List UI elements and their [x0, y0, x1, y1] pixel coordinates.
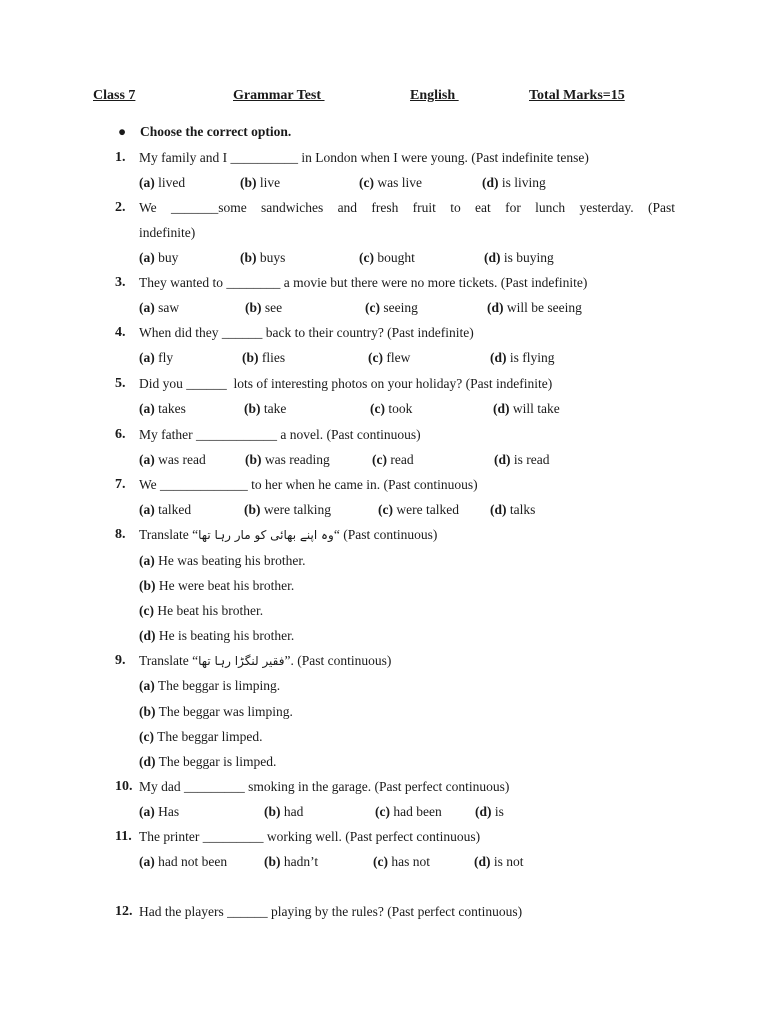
- option-text: has not: [387, 854, 430, 869]
- option-label: (a): [139, 300, 155, 315]
- option-text: saw: [154, 300, 180, 315]
- option: [482, 175, 546, 191]
- option-text: He is beating his brother.: [155, 628, 295, 643]
- option: [373, 854, 430, 870]
- option: [372, 452, 414, 468]
- option: [490, 502, 535, 518]
- option-text: flies: [258, 350, 286, 365]
- option-label: (c): [359, 175, 374, 190]
- question-text: My father ____________ a novel. (Past continuous): [139, 427, 421, 442]
- urdu-phrase: وہ اپنے بھائی کو مار رہا تھا: [198, 528, 334, 542]
- option-text: is buying: [500, 250, 554, 265]
- option-text: buy: [154, 250, 179, 265]
- question-text: They wanted to ________ a movie but there were no more tickets. (Past indefinite): [139, 275, 588, 290]
- test-title: Grammar Test: [233, 88, 325, 103]
- question-text: My family and I __________ in London when I were young. (Past indefinite tense): [139, 150, 589, 165]
- option-label: (c): [368, 350, 383, 365]
- option-label: (d): [490, 502, 507, 517]
- option-label: (b): [240, 250, 257, 265]
- option-label: (c): [365, 300, 380, 315]
- option-text: is read: [510, 452, 550, 467]
- option-label: (a): [139, 804, 155, 819]
- question-number: 3.: [115, 275, 126, 290]
- question-text: Had the players ______ playing by the rules? (Past perfect continuous): [139, 904, 523, 919]
- option-label: (a): [139, 553, 155, 568]
- option-text: was live: [373, 175, 422, 190]
- option-label: (b): [245, 452, 262, 467]
- option-label: (c): [373, 854, 388, 869]
- option-label: (d): [487, 300, 504, 315]
- option-text: flew: [382, 350, 411, 365]
- option-text: He beat his brother.: [153, 603, 264, 618]
- option-label: (b): [244, 401, 261, 416]
- total-marks: Total Marks=15: [529, 88, 625, 103]
- option-label: (b): [242, 350, 259, 365]
- option-label: (b): [244, 502, 261, 517]
- option-text: He were beat his brother.: [155, 578, 295, 593]
- option-text: is living: [498, 175, 546, 190]
- option: [139, 754, 276, 770]
- option: [139, 300, 179, 316]
- option: [378, 502, 459, 518]
- option-label: (a): [139, 502, 155, 517]
- option: [375, 804, 442, 820]
- question-number: 11.: [115, 829, 132, 844]
- option-text: He was beating his brother.: [154, 553, 306, 568]
- option-label: (d): [139, 628, 156, 643]
- option-text: had been: [389, 804, 442, 819]
- question-number: 12.: [115, 904, 133, 919]
- option: [359, 250, 415, 266]
- option-text: takes: [154, 401, 186, 416]
- option-text: is flying: [506, 350, 555, 365]
- option-text: buys: [256, 250, 286, 265]
- option-label: (b): [139, 704, 156, 719]
- option: [139, 628, 294, 644]
- option: [484, 250, 554, 266]
- option: [240, 175, 280, 191]
- option: [139, 603, 263, 619]
- option-text: were talked: [392, 502, 459, 517]
- option-text: The beggar is limped.: [155, 754, 277, 769]
- option-text: had not been: [154, 854, 228, 869]
- question-text: [139, 653, 391, 669]
- option-text: bought: [373, 250, 415, 265]
- question-number: 6.: [115, 427, 126, 442]
- translate-suffix: ”. (Past continuous): [284, 653, 392, 668]
- option: [359, 175, 422, 191]
- option-text: fly: [154, 350, 174, 365]
- translate-prefix: Translate “: [139, 527, 199, 542]
- option-text: The beggar is limping.: [154, 678, 281, 693]
- option-label: (a): [139, 350, 155, 365]
- question-text: The printer _________ working well. (Past perfect continuous): [139, 829, 481, 844]
- option: [264, 804, 303, 820]
- option: [487, 300, 582, 316]
- question-number: 8.: [115, 527, 126, 542]
- option: [139, 401, 186, 417]
- option-label: (c): [370, 401, 385, 416]
- option-text: lived: [154, 175, 186, 190]
- instruction-text: Choose the correct option.: [140, 124, 292, 139]
- question-text: Did you ______ lots of interesting photos on your holiday? (Past indefinite): [139, 376, 553, 391]
- question-text: We _______some sandwiches and fresh fruit to eat for lunch yesterday. (Past: [139, 200, 675, 215]
- option: [244, 401, 286, 417]
- option-text: take: [260, 401, 287, 416]
- question-number: 9.: [115, 653, 126, 668]
- question-number: 1.: [115, 150, 126, 165]
- question-number: 10.: [115, 779, 133, 794]
- question-number: 2.: [115, 200, 126, 215]
- option-label: (d): [494, 452, 511, 467]
- option-label: (a): [139, 175, 155, 190]
- question-text: My dad _________ smoking in the garage. (Past perfect continuous): [139, 779, 510, 794]
- option: [139, 350, 173, 366]
- option-label: (c): [372, 452, 387, 467]
- option-label: (d): [139, 754, 156, 769]
- option-text: is not: [490, 854, 524, 869]
- option-text: hadn’t: [280, 854, 319, 869]
- option-text: were talking: [260, 502, 331, 517]
- option-label: (d): [490, 350, 507, 365]
- translate-prefix: Translate “: [139, 653, 199, 668]
- option: [475, 804, 504, 820]
- option: [139, 578, 294, 594]
- option: [474, 854, 524, 870]
- option-label: (a): [139, 452, 155, 467]
- option: [264, 854, 318, 870]
- option-text: read: [386, 452, 414, 467]
- option-text: talks: [506, 502, 536, 517]
- option-text: Has: [154, 804, 180, 819]
- option: [139, 452, 206, 468]
- option: [139, 729, 262, 745]
- option-label: (c): [375, 804, 390, 819]
- option-label: (b): [139, 578, 156, 593]
- option: [368, 350, 410, 366]
- option: [139, 175, 185, 191]
- question-text: [139, 527, 437, 543]
- translate-suffix: “ (Past continuous): [333, 527, 438, 542]
- option-text: live: [256, 175, 281, 190]
- option-text: was read: [154, 452, 206, 467]
- option: [139, 250, 178, 266]
- option-text: was reading: [261, 452, 330, 467]
- option-label: (c): [359, 250, 374, 265]
- option-label: (a): [139, 678, 155, 693]
- option-text: The beggar limped.: [153, 729, 263, 744]
- option: [139, 704, 293, 720]
- option-text: talked: [154, 502, 192, 517]
- option: [139, 678, 280, 694]
- option: [245, 452, 330, 468]
- option-label: (d): [475, 804, 492, 819]
- option-text: The beggar was limping.: [155, 704, 293, 719]
- question-text: We _____________ to her when he came in. (Past continuous): [139, 477, 478, 492]
- option-label: (b): [264, 854, 281, 869]
- option: [139, 854, 227, 870]
- option-label: (d): [484, 250, 501, 265]
- option-label: (a): [139, 250, 155, 265]
- option-text: is: [491, 804, 504, 819]
- subject-label: English: [410, 88, 459, 103]
- option-text: will be seeing: [503, 300, 582, 315]
- option: [494, 452, 549, 468]
- urdu-phrase: فقیر لنگڑا رہا تھا: [198, 654, 285, 668]
- bullet-icon: ●: [118, 124, 127, 139]
- option-label: (d): [482, 175, 499, 190]
- option: [245, 300, 282, 316]
- class-label: Class 7: [93, 88, 136, 103]
- instruction: [118, 124, 291, 140]
- option: [242, 350, 285, 366]
- option-label: (a): [139, 854, 155, 869]
- option-text: took: [384, 401, 413, 416]
- option: [493, 401, 560, 417]
- option-label: (b): [240, 175, 257, 190]
- option-text: had: [280, 804, 304, 819]
- option-label: (c): [139, 603, 154, 618]
- option: [490, 350, 555, 366]
- option: [139, 804, 179, 820]
- option-label: (a): [139, 401, 155, 416]
- option: [365, 300, 418, 316]
- question-text: When did they ______ back to their country? (Past indefinite): [139, 325, 474, 340]
- option-label: (b): [264, 804, 281, 819]
- question-number: 4.: [115, 325, 126, 340]
- option-label: (d): [493, 401, 510, 416]
- option: [244, 502, 331, 518]
- option: [370, 401, 412, 417]
- option-text: will take: [509, 401, 560, 416]
- option: [240, 250, 285, 266]
- option: [139, 553, 305, 569]
- option-text: seeing: [379, 300, 418, 315]
- question-number: 5.: [115, 376, 126, 391]
- option-text: see: [261, 300, 283, 315]
- option-label: (c): [139, 729, 154, 744]
- option-label: (d): [474, 854, 491, 869]
- question-text-continued: indefinite): [139, 225, 196, 240]
- option: [139, 502, 191, 518]
- option-label: (c): [378, 502, 393, 517]
- question-number: 7.: [115, 477, 126, 492]
- option-label: (b): [245, 300, 262, 315]
